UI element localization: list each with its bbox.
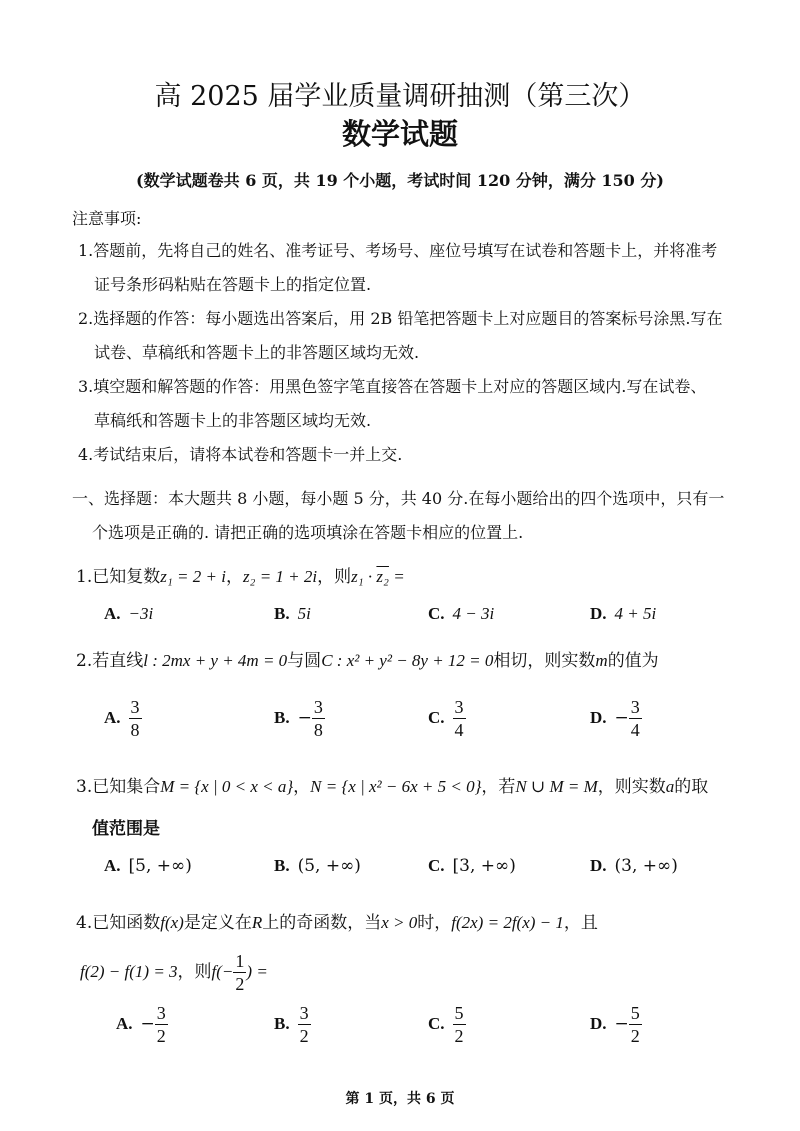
- q3-option-b: B. (5, +∞): [274, 856, 361, 876]
- q1-then: ，则: [317, 567, 352, 587]
- exam-title: 高 2025 届学业质量调研抽测（第三次）: [154, 81, 646, 112]
- q3-sep: ，: [293, 777, 311, 797]
- q2-circle-equation: C : x² + y² − 8y + 12 = 0: [321, 651, 494, 670]
- q4-mid1: 是定义在: [183, 913, 252, 933]
- q3-option-d: D. (3, +∞): [590, 856, 678, 876]
- section1-line1: 一、选择题：本大题共 8 小题，每小题 5 分，共 40 分.在每小题给出的四个选项中，只有一: [72, 489, 725, 508]
- q1-option-a: A. −3i: [104, 604, 154, 623]
- q4-line2: [80, 950, 268, 995]
- q4-prefix: 4.已知函数: [76, 913, 161, 933]
- q4-mid3: 时，: [417, 913, 452, 933]
- q4-option-a: A. − $\frac{3}{2}$: [116, 1003, 166, 1046]
- q2-option-d: D. − $\frac{3}{4}$: [590, 697, 640, 740]
- exam-info: (数学试题卷共 6 页，共 19 个小题，考试时间 120 分钟，满分 150 分): [136, 171, 664, 190]
- q2-suffix: 相切，则实数: [493, 651, 596, 671]
- q2-mid: 与圆: [287, 651, 322, 671]
- section1-line2: 个选项是正确的. 请把正确的选项填涂在答题卡相应的位置上.: [92, 523, 524, 542]
- q1-prefix: 1.已知复数: [76, 567, 161, 587]
- q1-sep: ，: [225, 567, 243, 587]
- q1-option-d: D. 4 + 5i: [590, 604, 657, 623]
- q4-relation: f(2x) = 2f(x) − 1: [451, 913, 564, 932]
- question-2: [76, 646, 659, 671]
- q3-set-m: M = {x | 0 < x < a}: [160, 777, 294, 796]
- q4-mid2: 上的奇函数，当: [262, 913, 382, 933]
- q2-option-b: B. − $\frac{3}{8}$: [274, 697, 323, 740]
- q2-var: m: [595, 651, 608, 670]
- q1-option-c: C. 4 − 3i: [428, 604, 495, 623]
- q2-end: 的值为: [607, 651, 659, 671]
- q4-cond: x > 0: [381, 913, 418, 932]
- q4-option-d: D. − $\frac{5}{2}$: [590, 1003, 640, 1046]
- q2-line-equation: l : 2mx + y + 4m = 0: [143, 651, 288, 670]
- q1-option-b: B. 5i: [274, 604, 311, 623]
- q4-end: ，且: [563, 913, 598, 933]
- notice-item-3-cont: 草稿纸和答题卡上的非答题区域均无效.: [94, 411, 372, 430]
- q3-line2: 值范围是: [92, 819, 160, 839]
- question-1: [76, 562, 405, 587]
- q4-ask-post: ) =: [246, 962, 268, 981]
- q1-conj-z2: z₂: [376, 567, 389, 586]
- q1-z2: z₂ = 1 + 2i: [242, 567, 318, 586]
- q2-option-a: A. $\frac{3}{8}$: [104, 697, 140, 740]
- q2-prefix: 2.若直线: [76, 651, 144, 671]
- notice-item-4: 4.考试结束后，请将本试卷和答题卡一并上交.: [78, 445, 403, 464]
- page-footer: 第 1 页，共 6 页: [345, 1091, 455, 1107]
- q3-end: 的取: [674, 777, 709, 797]
- exam-subtitle: 数学试题: [341, 117, 458, 151]
- q4-option-c: C. $\frac{5}{2}$: [428, 1003, 464, 1046]
- q4-ask-pre: f(−: [211, 962, 234, 981]
- notice-item-2-cont: 试卷、草稿纸和答题卡上的非答题区域均无效.: [94, 343, 420, 362]
- q1-expr-a: z₁ ·: [351, 567, 377, 586]
- q4-r: R: [251, 913, 263, 932]
- q4-fx: f(x): [160, 913, 184, 932]
- notice-item-3: 3.填空题和解答题的作答：用黑色签字笔直接答在答题卡上对应的答题区域内.写在试卷、: [78, 377, 707, 396]
- q3-prefix: 3.已知集合: [76, 777, 161, 797]
- q4-option-b: B. $\frac{3}{2}$: [274, 1003, 309, 1046]
- notice-heading: 注意事项:: [72, 209, 142, 228]
- q3-option-a: A. [5, +∞): [104, 856, 192, 876]
- q4-then: ，则: [177, 962, 212, 982]
- question-4: [76, 908, 598, 933]
- notice-item-2: 2.选择题的作答：每小题选出答案后，用 2B 铅笔把答题卡上对应题目的答案标号涂黑.写在: [78, 309, 723, 328]
- notice-item-1-cont: 证号条形码粘贴在答题卡上的指定位置.: [94, 275, 372, 294]
- q4-ask-fraction: $\frac{1}{2}$: [235, 951, 245, 994]
- q3-condition: N ∪ M = M: [515, 777, 598, 796]
- q1-expr-c: =: [388, 567, 405, 586]
- question-3: [76, 772, 708, 797]
- q2-option-c: C. $\frac{3}{4}$: [428, 697, 464, 740]
- notice-item-1: 1.答题前，先将自己的姓名、准考证号、考场号、座位号填写在试卷和答题卡上，并将准考: [78, 241, 718, 260]
- q1-z1: z₁ = 2 + i: [160, 567, 226, 586]
- q3-set-n: N = {x | x² − 6x + 5 < 0}: [310, 777, 482, 796]
- q3-var: a: [665, 777, 675, 796]
- q3-cond-pre: ，若: [481, 777, 516, 797]
- q3-cond-post: ，则实数: [597, 777, 666, 797]
- q3-option-c: C. [3, +∞): [428, 856, 516, 876]
- q4-given: f(2) − f(1) = 3: [80, 962, 178, 981]
